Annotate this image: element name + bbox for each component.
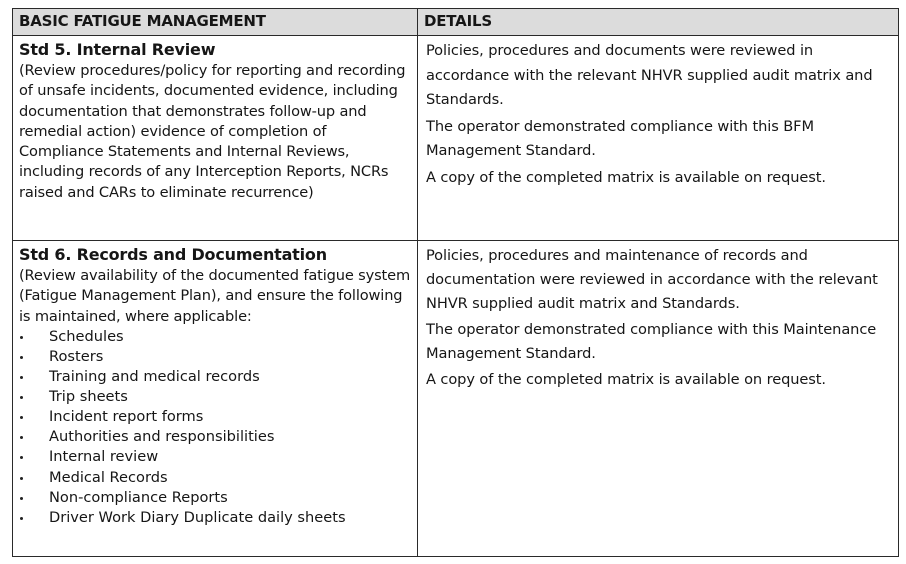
std5-standard-cell <box>13 36 418 241</box>
list-item: Trip sheets <box>19 387 417 407</box>
table-row-std6 <box>13 241 899 557</box>
list-item: Medical Records <box>19 468 417 488</box>
std6-detail-3: A copy of the completed matrix is available on request. <box>426 371 826 388</box>
std6-detail-2: The operator demonstrated compliance with this Maintenance Management Standard. <box>426 321 877 362</box>
bullet-icon <box>20 477 23 480</box>
list-item: Internal review <box>19 447 417 467</box>
bullet-icon <box>20 436 23 439</box>
std6-bullet-list <box>13 327 417 528</box>
table-row-std5 <box>13 36 899 241</box>
std6-standard-cell <box>13 241 418 557</box>
bullet-icon <box>20 517 23 520</box>
std5-title: Std 5. Internal Review <box>19 40 216 59</box>
list-item: Authorities and responsibilities <box>19 427 417 447</box>
list-item: Incident report forms <box>19 407 417 427</box>
std6-title: Std 6. Records and Documentation <box>19 245 327 264</box>
list-item: Rosters <box>19 347 417 367</box>
table-header-row <box>13 9 899 36</box>
bullet-icon <box>20 396 23 399</box>
std6-description: (Review availability of the documented fatigue system (Fatigue Management Plan), and ensure the following is maintained, where applicable: <box>19 267 411 325</box>
list-item: Schedules <box>19 327 417 347</box>
std6-details-cell <box>418 241 899 557</box>
audit-table <box>12 8 899 557</box>
list-item: Driver Work Diary Duplicate daily sheets <box>19 508 417 528</box>
list-item: Non-compliance Reports <box>19 488 417 508</box>
std5-description: (Review procedures/policy for reporting and recording of unsafe incidents, documented evidence, including documentation that demonstrates follow-up and remedial action) evidence of completion of Compliance Statements and Internal Reviews, including records of any Interception Reports, NCRs raised and CARs to eliminate recurrence) <box>19 62 406 201</box>
header-basic-fatigue-management: BASIC FATIGUE MANAGEMENT <box>13 9 418 36</box>
std5-detail-1: Policies, procedures and documents were reviewed in accordance with the relevant NHVR supplied audit matrix and Standards. <box>426 42 873 108</box>
bullet-icon <box>20 416 23 419</box>
bullet-icon <box>20 356 23 359</box>
header-details: DETAILS <box>418 9 899 36</box>
std5-detail-3: A copy of the completed matrix is available on request. <box>426 168 826 186</box>
bullet-icon <box>20 456 23 459</box>
std6-detail-1: Policies, procedures and maintenance of records and documentation were reviewed in accordance with the relevant NHVR supplied audit matrix and Standards. <box>426 247 878 312</box>
std5-detail-2: The operator demonstrated compliance with this BFM Management Standard. <box>426 117 814 159</box>
bullet-icon <box>20 336 23 339</box>
bullet-icon <box>20 497 23 500</box>
std5-details-cell <box>418 36 899 241</box>
bullet-icon <box>20 376 23 379</box>
list-item: Training and medical records <box>19 367 417 387</box>
